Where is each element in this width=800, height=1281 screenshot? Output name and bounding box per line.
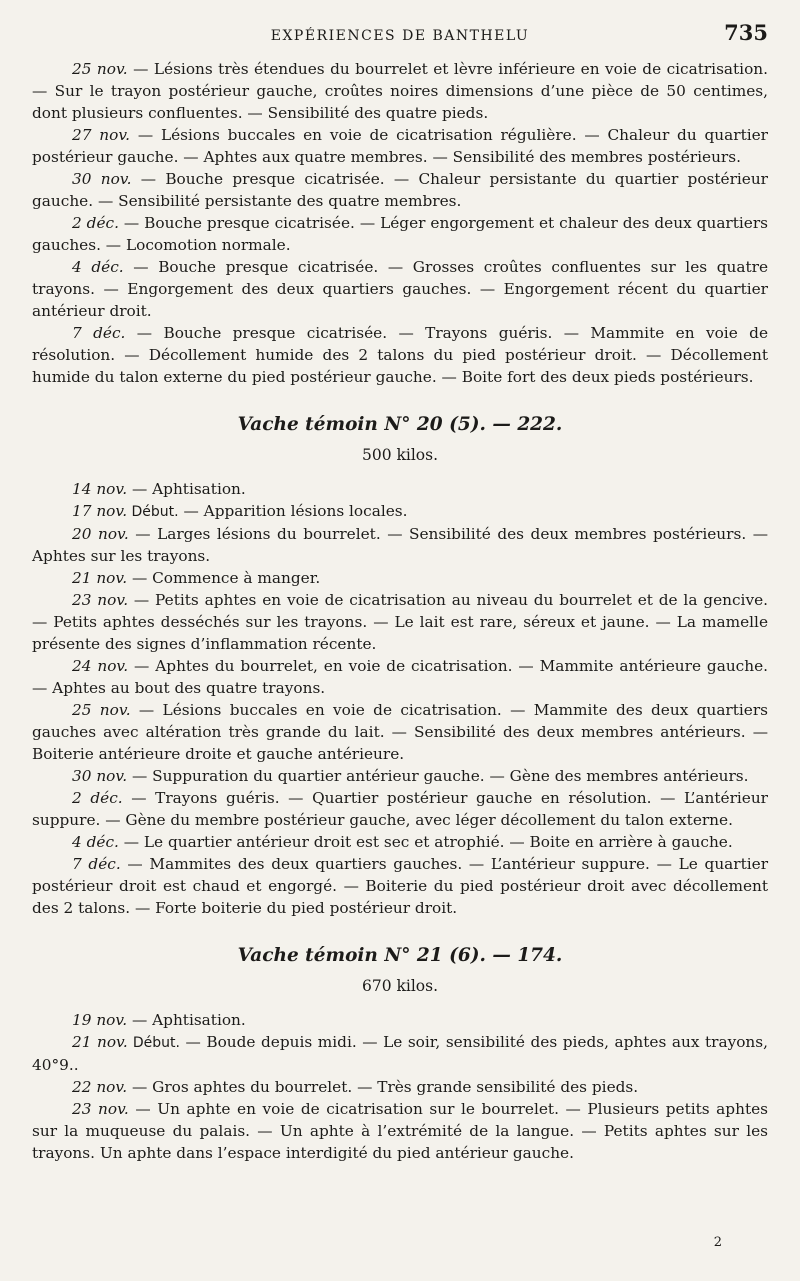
journal-entry	[32, 1009, 768, 1031]
journal-entry	[32, 655, 768, 699]
entry-text: — Commence à manger.	[127, 569, 321, 587]
entry-text: — Petits aphtes en voie de cicatrisation au niveau du bourrelet et de la gencive. — Petits aphtes desséchés sur les trayons. — Le lait est rare, séreux et jaune. — La mamelle présente des signes d’inflammation récente.	[32, 591, 769, 653]
journal-entry	[32, 500, 768, 523]
entry-date: 4 déc.	[72, 258, 124, 276]
section	[32, 58, 768, 388]
entry-date: 27 nov.	[72, 126, 131, 144]
section-weight: 670 kilos.	[361, 977, 439, 995]
page-number: 735	[724, 20, 768, 45]
entry-date: 25 nov.	[72, 701, 131, 719]
entry-date: 17 nov.	[72, 502, 128, 520]
journal-entry	[32, 58, 768, 124]
entry-text: — Un aphte en voie de cicatrisation sur le bourrelet. — Plusieurs petits aphtes sur la muqueuse du palais. — Un aphte à l’extrémité de la langue. — Petits aphtes sur les trayons. Un aphte dans l’espace interdigité du pied antérieur gauche.	[32, 1100, 768, 1162]
section-title: Vache témoin N° 20 (5). — 222.	[237, 414, 563, 435]
entry-text: — Boude depuis midi. — Le soir, sensibilité des pieds, aphtes aux trayons, 40°9..	[32, 1033, 768, 1074]
journal-entry	[32, 567, 768, 589]
entry-text: — Larges lésions du bourrelet. — Sensibilité des deux membres postérieurs. — Aphtes sur les trayons.	[32, 525, 769, 565]
entry-date: 21 nov.	[72, 1033, 128, 1051]
journal-entry	[32, 1076, 768, 1098]
journal-entry	[32, 787, 768, 831]
journal-entry	[32, 699, 768, 765]
entry-text: — Aphtes du bourrelet, en voie de cicatrisation. — Mammite antérieure gauche. — Aphtes au bout des quatre trayons.	[32, 657, 769, 697]
entry-date: 30 nov.	[72, 170, 132, 188]
entry-date: 7 déc.	[72, 855, 121, 873]
entry-date: 2 déc.	[72, 214, 119, 232]
entry-date: 23 nov.	[72, 591, 129, 609]
entry-date: 20 nov.	[72, 525, 129, 543]
journal-entry	[32, 853, 768, 919]
section-title: Vache témoin N° 21 (6). — 174.	[237, 945, 563, 966]
entry-date: 14 nov.	[72, 480, 128, 498]
journal-entry	[32, 256, 768, 322]
entry-text: — Apparition lésions locales.	[178, 502, 408, 520]
entry-text: — Lésions buccales en voie de cicatrisation. — Mammite des deux quartiers gauches avec altération très grande du lait. — Sensibilité des deux membres antérieurs. — Boiterie antérieure droite et gauche antérieure.	[32, 701, 769, 763]
entry-text: — Bouche presque cicatrisée. — Léger engorgement et chaleur des deux quartiers gauches. — Locomotion normale.	[32, 214, 769, 254]
entry-text: — Trayons guéris. — Quartier postérieur gauche en résolution. — L’antérieur suppure. — Gène du membre postérieur gauche, avec léger décollement du talon externe.	[32, 789, 768, 829]
entry-text: — Aphtisation.	[127, 1011, 246, 1029]
entry-text: — Suppuration du quartier antérieur gauche. — Gène des membres antérieurs.	[127, 767, 749, 785]
entry-debut-label: Début.	[127, 1035, 180, 1051]
journal-entry	[32, 322, 768, 388]
entry-text: — Gros aphtes du bourrelet. — Très grande sensibilité des pieds.	[127, 1078, 639, 1096]
entry-date: 19 nov.	[72, 1011, 128, 1029]
entry-date: 2 déc.	[72, 789, 123, 807]
entry-text: — Lésions buccales en voie de cicatrisation régulière. — Chaleur du quartier postérieur gauche. — Aphtes aux quatre membres. — Sensibilité des membres postérieurs.	[32, 126, 768, 166]
page-header	[32, 18, 768, 58]
entry-text: — Le quartier antérieur droit est sec et atrophié. — Boite en arrière à gauche.	[118, 833, 733, 851]
entry-text: — Bouche presque cicatrisée. — Trayons guéris. — Mammite en voie de résolution. — Décollement humide des 2 talons du pied postérieur droit. — Décollement humide du talon externe du pied postérieur gauche. — Boite fort des deux pieds postérieurs.	[32, 324, 768, 386]
entry-date: 22 nov.	[72, 1078, 128, 1096]
entry-text: — Lésions très étendues du bourrelet et lèvre inférieure en voie de cicatrisation. — Sur le trayon postérieur gauche, croûtes noires dimensions d’une pièce de 50 centimes, dont plusieurs confluentes. — Sensibilité des quatre pieds.	[32, 60, 769, 122]
entry-date: 7 déc.	[72, 324, 126, 342]
journal-entry	[32, 478, 768, 500]
journal-entry	[32, 1098, 768, 1164]
section	[32, 412, 768, 919]
section	[32, 943, 768, 1164]
entry-date: 24 nov.	[72, 657, 129, 675]
journal-entry	[32, 168, 768, 212]
running-title: EXPÉRIENCES DE BANTHELU	[270, 28, 530, 44]
entry-text: — Bouche presque cicatrisée. — Grosses croûtes confluentes sur les quatre trayons. — Engorgement des deux quartiers gauches. — Engorgement récent du quartier antérieur droit.	[32, 258, 768, 320]
page-body	[32, 58, 768, 1164]
entry-date: 23 nov.	[72, 1100, 129, 1118]
entry-text: — Bouche presque cicatrisée. — Chaleur persistante du quartier postérieur gauche. — Sensibilité persistante des quatre membres.	[32, 170, 768, 210]
journal-entry	[32, 589, 768, 655]
journal-entry	[32, 765, 768, 787]
entry-date: 21 nov.	[72, 569, 128, 587]
journal-entry	[32, 124, 768, 168]
journal-entry	[32, 831, 768, 853]
journal-entry	[32, 523, 768, 567]
entry-date: 30 nov.	[72, 767, 128, 785]
entry-text: — Mammites des deux quartiers gauches. — L’antérieur suppure. — Le quartier postérieur droit est chaud et engorgé. — Boiterie du pied postérieur droit avec décollement des 2 talons. — Forte boiterie du pied postérieur droit.	[32, 855, 769, 917]
entry-debut-label: Début.	[127, 504, 179, 520]
entry-date: 25 nov.	[72, 60, 128, 78]
signature-mark: 2	[713, 1235, 722, 1250]
section-weight: 500 kilos.	[361, 446, 439, 464]
journal-entry	[32, 212, 768, 256]
journal-entry	[32, 1031, 768, 1076]
entry-date: 4 déc.	[72, 833, 119, 851]
entry-text: — Aphtisation.	[127, 480, 246, 498]
